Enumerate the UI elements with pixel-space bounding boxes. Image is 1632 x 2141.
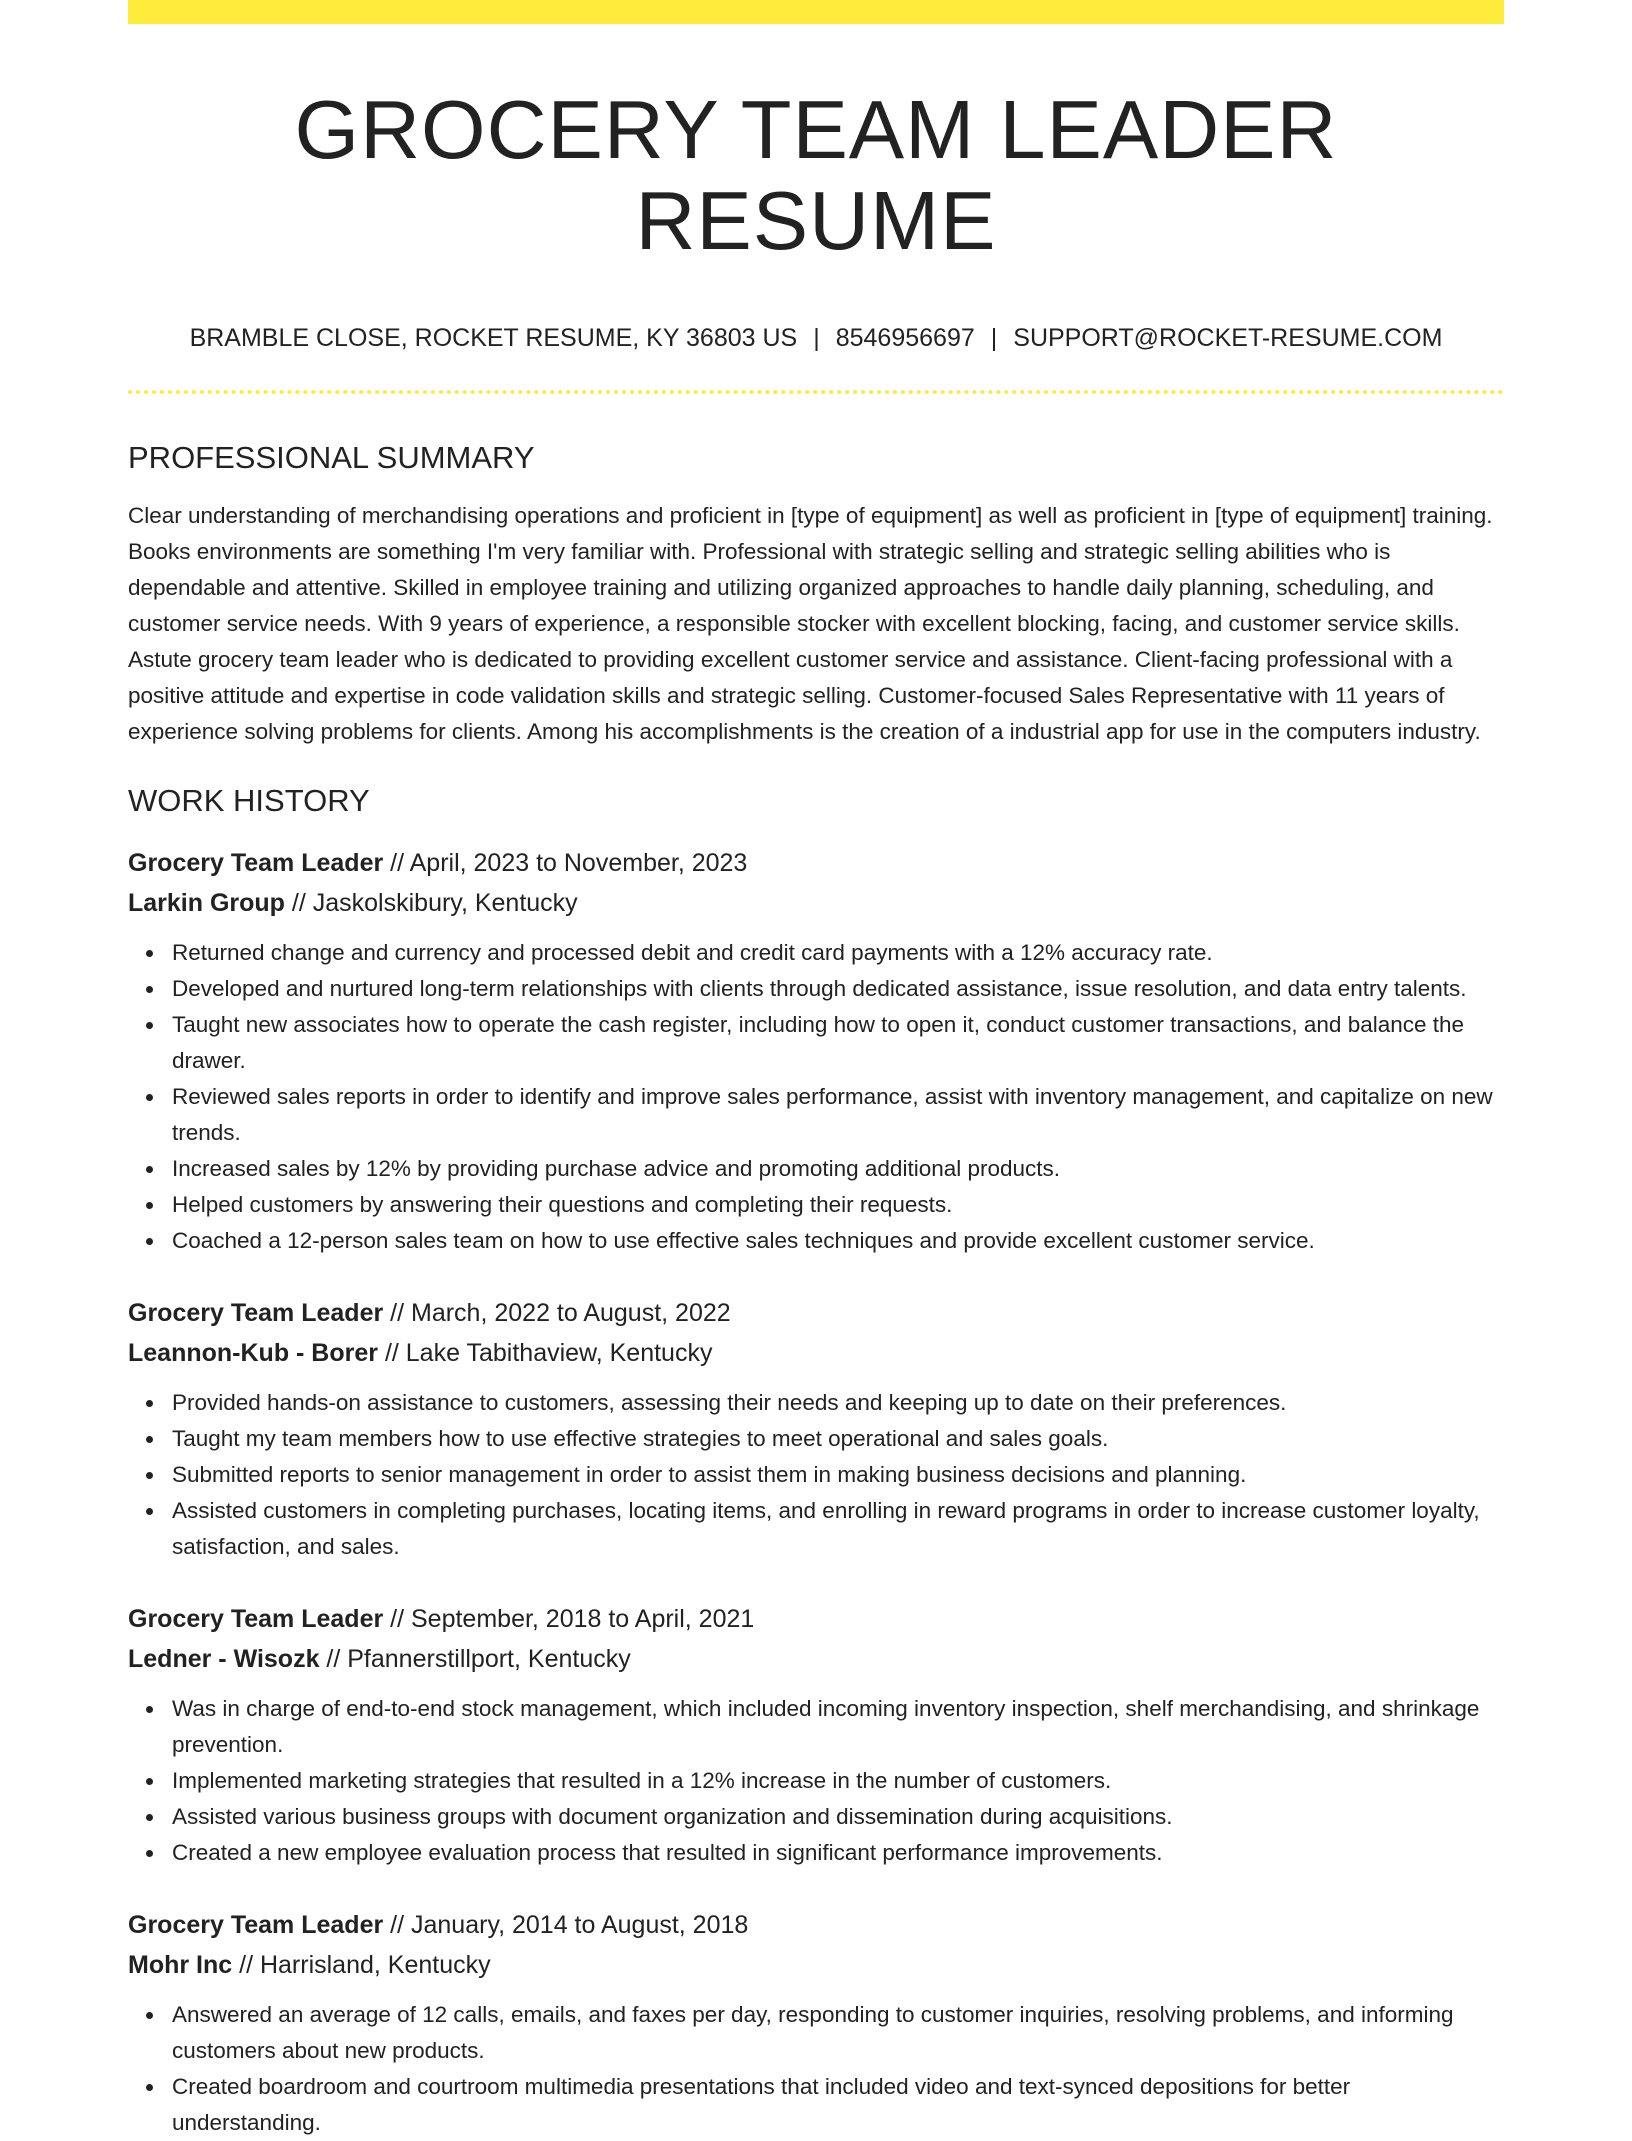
job-dates: // March, 2022 to August, 2022 bbox=[383, 1298, 731, 1327]
job-company-line bbox=[128, 1945, 1504, 1985]
job-title: Grocery Team Leader bbox=[128, 1298, 384, 1327]
resume-title: GROCERY TEAM LEADER RESUME bbox=[294, 83, 1338, 268]
job-title-line bbox=[128, 1293, 1504, 1333]
job-company-line bbox=[128, 1639, 1504, 1679]
job-entry bbox=[128, 1293, 1504, 1565]
bullet-item: Provided hands-on assistance to customers, assessing their needs and keeping up to date on their preferences. bbox=[172, 1385, 1504, 1421]
job-title: Grocery Team Leader bbox=[128, 848, 384, 877]
bullet-item: Coached a 12-person sales team on how to use effective sales techniques and provide excellent customer service. bbox=[172, 1223, 1504, 1259]
job-entry bbox=[128, 843, 1504, 1259]
job-company-line bbox=[128, 1333, 1504, 1373]
work-history-heading: WORK HISTORY bbox=[128, 782, 370, 818]
bullet-item: Was in charge of end-to-end stock management, which included incoming inventory inspection, shelf merchandising, and shrinkage prevention. bbox=[172, 1691, 1504, 1763]
summary-heading: PROFESSIONAL SUMMARY bbox=[128, 439, 535, 475]
bullet-item: Created boardroom and courtroom multimedia presentations that included video and text-synced depositions for better understanding. bbox=[172, 2069, 1504, 2141]
contact-separator: | bbox=[813, 323, 820, 352]
job-title-line bbox=[128, 1599, 1504, 1639]
bullet-item: Reviewed sales reports in order to identify and improve sales performance, assist with inventory management, and capitalize on new trends. bbox=[172, 1079, 1504, 1151]
bullet-item: Returned change and currency and processed debit and credit card payments with a 12% accuracy rate. bbox=[172, 935, 1504, 971]
contact-phone: 8546956697 bbox=[835, 323, 975, 352]
job-entry bbox=[128, 1905, 1504, 2141]
job-title: Grocery Team Leader bbox=[128, 1604, 384, 1633]
contact-address: BRAMBLE CLOSE, ROCKET RESUME, KY 36803 US bbox=[189, 323, 798, 352]
bullet-item: Taught my team members how to use effective strategies to meet operational and sales goals. bbox=[172, 1421, 1504, 1457]
job-bullets bbox=[128, 1691, 1504, 1871]
job-company: Larkin Group bbox=[128, 888, 285, 917]
bullet-item: Assisted customers in completing purchases, locating items, and enrolling in reward programs in order to increase customer loyalty, satisfaction, and sales. bbox=[172, 1493, 1504, 1565]
job-location: // Jaskolskibury, Kentucky bbox=[284, 888, 578, 917]
bullet-item: Answered an average of 12 calls, emails, and faxes per day, responding to customer inquiries, resolving problems, and informing customers about new products. bbox=[172, 1997, 1504, 2069]
resume-content bbox=[128, 24, 1504, 2141]
job-title-line bbox=[128, 843, 1504, 883]
work-history-list bbox=[128, 843, 1504, 2141]
job-location: // Pfannerstillport, Kentucky bbox=[319, 1644, 631, 1673]
bullet-item: Submitted reports to senior management in order to assist them in making business decisions and planning. bbox=[172, 1457, 1504, 1493]
contact-email: SUPPORT@ROCKET-RESUME.COM bbox=[1013, 323, 1443, 352]
dotted-divider bbox=[128, 390, 1504, 394]
job-company-line bbox=[128, 883, 1504, 923]
job-bullets bbox=[128, 935, 1504, 1259]
job-bullets bbox=[128, 1385, 1504, 1565]
job-title: Grocery Team Leader bbox=[128, 1910, 384, 1939]
bullet-item: Created a new employee evaluation process that resulted in significant performance improvements. bbox=[172, 1835, 1504, 1871]
job-dates: // January, 2014 to August, 2018 bbox=[383, 1910, 749, 1939]
job-dates: // April, 2023 to November, 2023 bbox=[383, 848, 748, 877]
job-location: // Harrisland, Kentucky bbox=[232, 1950, 491, 1979]
job-company: Leannon-Kub - Borer bbox=[128, 1338, 378, 1367]
contact-line bbox=[128, 323, 1504, 353]
bullet-item: Helped customers by answering their questions and completing their requests. bbox=[172, 1187, 1504, 1223]
bullet-item: Implemented marketing strategies that resulted in a 12% increase in the number of customers. bbox=[172, 1763, 1504, 1799]
accent-top-bar bbox=[128, 0, 1504, 24]
bullet-item: Developed and nurtured long-term relationships with clients through dedicated assistance, issue resolution, and data entry talents. bbox=[172, 971, 1504, 1007]
job-location: // Lake Tabithaview, Kentucky bbox=[378, 1338, 713, 1367]
bullet-item: Taught new associates how to operate the cash register, including how to open it, conduct customer transactions, and balance the drawer. bbox=[172, 1007, 1504, 1079]
job-company: Ledner - Wisozk bbox=[128, 1644, 320, 1673]
summary-text: Clear understanding of merchandising operations and proficient in [type of equipment] as well as proficient in [type of equipment] training. Books environments are something I'm very familiar with. Professional with strategic selling and strategic selling abilities who is dependable and attentive. Skilled in employee training and utilizing organized approaches to handle daily planning, scheduling, and customer service needs. With 9 years of experience, a responsible stocker with excellent blocking, facing, and customer service skills. Astute grocery team leader who is dedicated to providing excellent customer service and assistance. Client-facing professional with a positive attitude and expertise in code validation skills and strategic selling. Customer-focused Sales Representative with 11 years of experience solving problems for clients. Among his accomplishments is the creation of a industrial app for use in the computers industry. bbox=[128, 502, 1493, 744]
job-dates: // September, 2018 to April, 2021 bbox=[383, 1604, 755, 1633]
job-bullets bbox=[128, 1997, 1504, 2141]
bullet-item: Increased sales by 12% by providing purchase advice and promoting additional products. bbox=[172, 1151, 1504, 1187]
job-title-line bbox=[128, 1905, 1504, 1945]
contact-separator: | bbox=[990, 323, 998, 352]
job-company: Mohr Inc bbox=[128, 1950, 233, 1979]
bullet-item: Assisted various business groups with document organization and dissemination during acquisitions. bbox=[172, 1799, 1504, 1835]
job-entry bbox=[128, 1599, 1504, 1871]
